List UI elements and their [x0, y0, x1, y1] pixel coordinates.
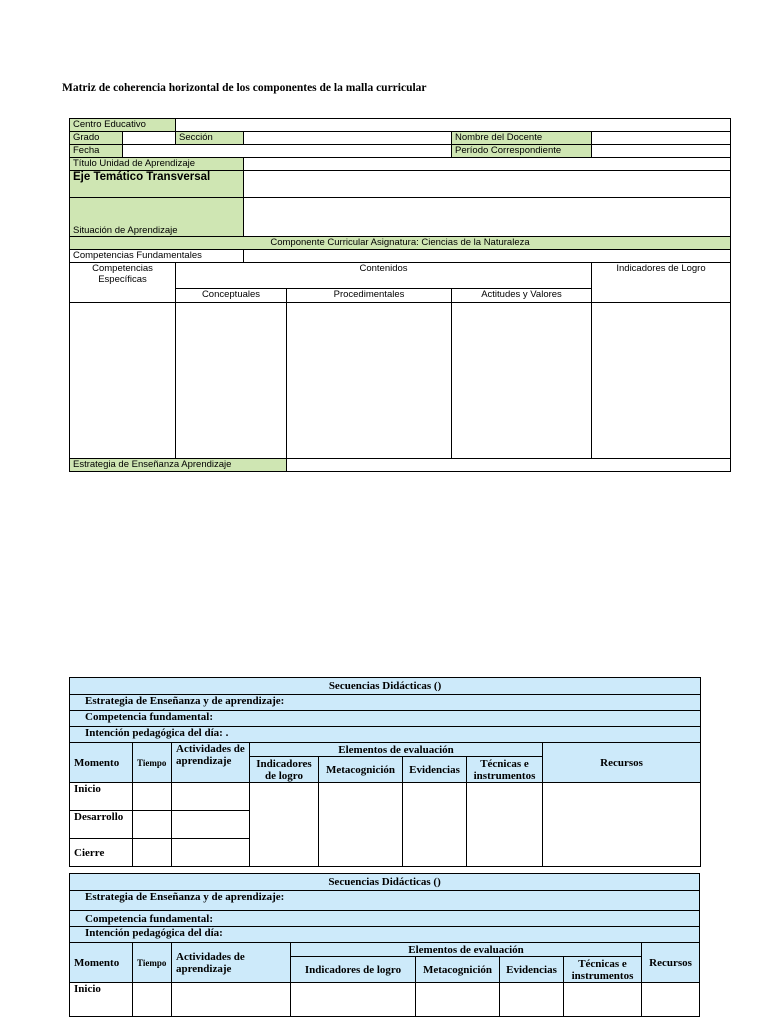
cierre-label: Cierre: [70, 839, 133, 867]
cierre-tiempo[interactable]: [133, 839, 172, 867]
actividades-header: Actividades de aprendizaje: [172, 743, 250, 783]
intencion-row: Intención pedagógica del día:: [70, 927, 700, 943]
indicadores-logro-header: Indicadores de Logro: [592, 263, 731, 303]
inicio-actividades[interactable]: [172, 983, 291, 1017]
seccion-label: Sección: [176, 132, 244, 145]
evidencias-header: Evidencias: [500, 957, 564, 983]
secuencia-didactica-2: [69, 873, 700, 1017]
eje-tematico-field[interactable]: [244, 171, 731, 198]
tecnicas-header: Técnicas e instrumentos: [467, 757, 543, 783]
situacion-label: Situación de Aprendizaje: [70, 198, 244, 237]
secuencia-didactica-1: [69, 677, 701, 867]
competencia-row: Competencia fundamental:: [70, 911, 700, 927]
indicadores-logro-cell[interactable]: [592, 303, 731, 459]
curricular-matrix: [69, 118, 731, 472]
inicio-actividades[interactable]: [172, 783, 250, 811]
estrategia-row: Estrategia de Enseñanza y de aprendizaje:: [70, 695, 701, 711]
competencias-fundamentales-field[interactable]: [244, 250, 731, 263]
centro-educativo-field[interactable]: [176, 119, 731, 132]
inicio-label: Inicio: [70, 983, 133, 1017]
competencias-especificas-cell[interactable]: [70, 303, 176, 459]
momento-header: Momento: [70, 943, 133, 983]
situacion-field[interactable]: [244, 198, 731, 237]
estrategia-row: Estrategia de Enseñanza y de aprendizaje:: [70, 891, 700, 911]
secuencia-title: Secuencias Didácticas (): [70, 678, 701, 695]
grado-field[interactable]: [123, 132, 176, 145]
seccion-field[interactable]: [244, 132, 452, 145]
fecha-field[interactable]: [123, 145, 452, 158]
desarrollo-tiempo[interactable]: [133, 811, 172, 839]
conceptuales-header: Conceptuales: [176, 289, 287, 303]
nombre-docente-label: Nombre del Docente: [452, 132, 592, 145]
desarrollo-label: Desarrollo: [70, 811, 133, 839]
conceptuales-cell[interactable]: [176, 303, 287, 459]
competencias-especificas-header: Competencias Específicas: [70, 263, 176, 303]
recursos-cell[interactable]: [642, 983, 700, 1017]
tiempo-header: Tiempo: [133, 743, 172, 783]
document-title: Matriz de coherencia horizontal de los componentes de la malla curricular: [62, 82, 427, 94]
cierre-actividades[interactable]: [172, 839, 250, 867]
metacognicion-header: Metacognición: [416, 957, 500, 983]
actitudes-header: Actitudes y Valores: [452, 289, 592, 303]
indicadores-cell[interactable]: [291, 983, 416, 1017]
recursos-header: Recursos: [543, 743, 701, 783]
actitudes-cell[interactable]: [452, 303, 592, 459]
tiempo-header: Tiempo: [133, 943, 172, 983]
estrategia-field[interactable]: [287, 459, 731, 472]
actividades-header: Actividades de aprendizaje: [172, 943, 291, 983]
metacognicion-header: Metacognición: [319, 757, 403, 783]
tecnicas-cell[interactable]: [564, 983, 642, 1017]
competencia-row: Competencia fundamental:: [70, 711, 701, 727]
centro-educativo-label: Centro Educativo: [70, 119, 176, 132]
tecnicas-header: Técnicas e instrumentos: [564, 957, 642, 983]
grado-label: Grado: [70, 132, 123, 145]
periodo-field[interactable]: [592, 145, 731, 158]
elementos-evaluacion-header: Elementos de evaluación: [291, 943, 642, 957]
metacognicion-cell[interactable]: [319, 783, 403, 867]
inicio-tiempo[interactable]: [133, 783, 172, 811]
evidencias-cell[interactable]: [500, 983, 564, 1017]
contenidos-header: Contenidos: [176, 263, 592, 289]
recursos-cell[interactable]: [543, 783, 701, 867]
competencias-fundamentales-label: Competencias Fundamentales: [70, 250, 244, 263]
secuencia-title: Secuencias Didácticas (): [70, 874, 700, 891]
momento-header: Momento: [70, 743, 133, 783]
indicadores-header: Indicadores de logro: [291, 957, 416, 983]
recursos-header: Recursos: [642, 943, 700, 983]
inicio-tiempo[interactable]: [133, 983, 172, 1017]
indicadores-cell[interactable]: [250, 783, 319, 867]
titulo-unidad-label: Título Unidad de Aprendizaje: [70, 158, 244, 171]
elementos-evaluacion-header: Elementos de evaluación: [250, 743, 543, 757]
titulo-unidad-field[interactable]: [244, 158, 731, 171]
componente-curricular-header: Componente Curricular Asignatura: Ciencias de la Naturaleza: [70, 237, 731, 250]
desarrollo-actividades[interactable]: [172, 811, 250, 839]
procedimentales-header: Procedimentales: [287, 289, 452, 303]
tecnicas-cell[interactable]: [467, 783, 543, 867]
intencion-row: Intención pedagógica del día: .: [70, 727, 701, 743]
evidencias-header: Evidencias: [403, 757, 467, 783]
inicio-label: Inicio: [70, 783, 133, 811]
metacognicion-cell[interactable]: [416, 983, 500, 1017]
procedimentales-cell[interactable]: [287, 303, 452, 459]
fecha-label: Fecha: [70, 145, 123, 158]
nombre-docente-field[interactable]: [592, 132, 731, 145]
estrategia-label: Estrategia de Enseñanza Aprendizaje: [70, 459, 287, 472]
periodo-label: Período Correspondiente: [452, 145, 592, 158]
evidencias-cell[interactable]: [403, 783, 467, 867]
indicadores-header: Indicadores de logro: [250, 757, 319, 783]
eje-tematico-label: Eje Temático Transversal: [70, 171, 244, 198]
